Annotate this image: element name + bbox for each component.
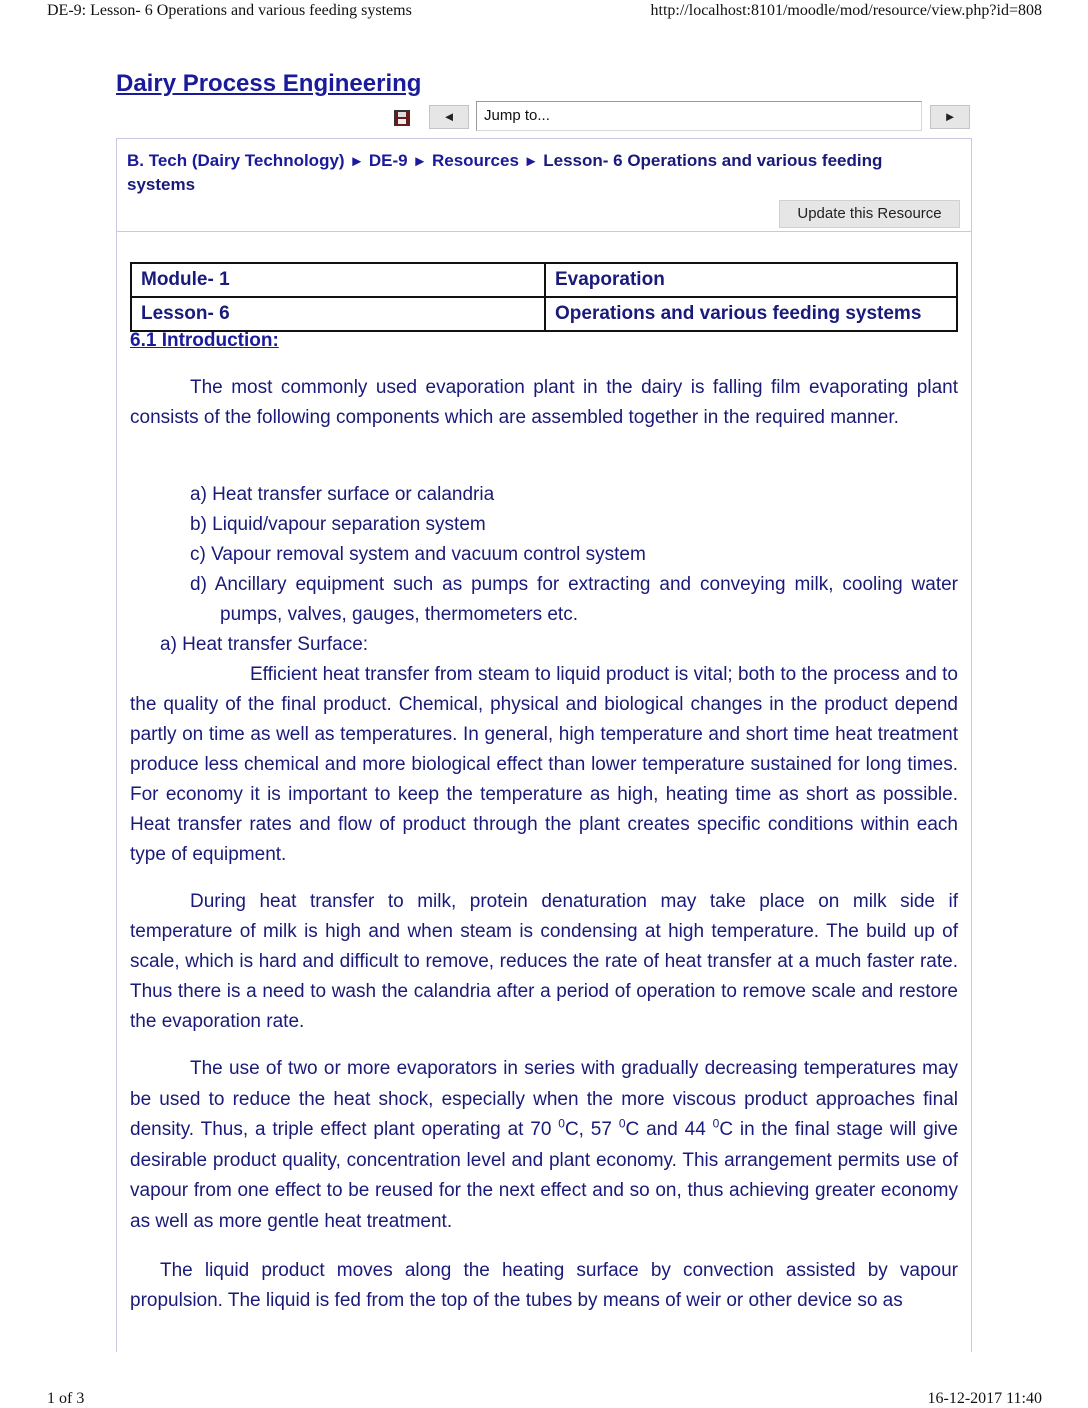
- save-icon[interactable]: [394, 110, 410, 126]
- text-run: C and 44: [625, 1119, 713, 1140]
- text-run: C, 57: [564, 1119, 619, 1140]
- print-header-url: http://localhost:8101/moodle/mod/resource/view.php?id=808: [650, 2, 1042, 19]
- list-item: b) Liquid/vapour separation system: [190, 514, 486, 535]
- table-cell: Operations and various feeding systems: [545, 297, 957, 331]
- breadcrumb-item-course[interactable]: B. Tech (Dairy Technology): [127, 151, 345, 170]
- table-cell: Lesson- 6: [131, 297, 545, 331]
- intro-paragraph: The most commonly used evaporation plant in the dairy is falling film evaporating plant consists of the following components which are assembled together in the required manner.: [130, 377, 958, 428]
- list-item: d) Ancillary equipment such as pumps for extracting and conveying milk, cooling water pumps, valves, gauges, thermometers etc.: [190, 574, 958, 625]
- text-run: C in the final stage will give desirable product quality, concentration level and plant economy. This arrangement permits use of vapour from one effect to be reused for the next effect and so on, thus achieving greater economy as well as more gentle heat treatment.: [130, 1119, 958, 1232]
- jump-to-select[interactable]: Jump to...: [476, 101, 922, 131]
- list-item: a) Heat transfer surface or calandria: [190, 484, 495, 505]
- print-footer-page: 1 of 3: [47, 1390, 85, 1407]
- resource-navigation: [394, 101, 972, 131]
- print-header-title: DE-9: Lesson- 6 Operations and various feeding systems: [47, 2, 412, 19]
- previous-button[interactable]: ◄: [429, 105, 469, 129]
- breadcrumb-bar: [116, 138, 972, 232]
- list-item: c) Vapour removal system and vacuum control system: [190, 544, 646, 565]
- breadcrumb-separator: ►: [523, 153, 539, 170]
- text-run: The use of two or more evaporators in series with gradually decreasing temperatures may be used to reduce the heat shock, especially when the more viscous product approaches final density. Thus, a triple effect plant operating at 70: [130, 1058, 958, 1140]
- components-list: [190, 480, 958, 630]
- paragraph: Efficient heat transfer from steam to liquid product is vital; both to the process and to the quality of the final product. Chemical, physical and biological changes in the product depend partly on time as well as temperatures. In general, high temperature and short time heat treatment produce less chemical and more biological effect than lower temperature sustained for long times. For economy it is important to keep the temperature as high, heating time as short as possible. Heat transfer rates and flow of product through the plant creates specific conditions within each type of equipment.: [130, 664, 958, 865]
- sub-heading: a) Heat transfer Surface:: [160, 634, 369, 655]
- table-cell: Evaporation: [545, 263, 957, 297]
- breadcrumb-item-de9[interactable]: DE-9: [368, 151, 408, 170]
- degree-superscript: 0: [558, 1116, 565, 1131]
- course-title-link[interactable]: Dairy Process Engineering: [116, 70, 422, 97]
- table-row: [131, 297, 957, 331]
- update-resource-button[interactable]: Update this Resource: [779, 200, 960, 228]
- paragraph: During heat transfer to milk, protein denaturation may take place on milk side if temperature of milk is high and when steam is condensing at high temperature. The build up of scale, which is hard and difficult to remove, reduces the rate of heat transfer at a much faster rate. Thus there is a need to wash the calandria after a period of operation to remove scale and restore the evaporation rate.: [130, 891, 958, 1032]
- breadcrumb-separator: ►: [412, 153, 428, 170]
- degree-superscript: 0: [618, 1116, 626, 1131]
- breadcrumb-item-resources[interactable]: Resources: [431, 151, 519, 170]
- breadcrumb-current: Lesson- 6 Operations and various feeding systems: [127, 151, 883, 194]
- table-row: [131, 263, 957, 297]
- table-cell: Module- 1: [131, 263, 545, 297]
- breadcrumb-separator: ►: [349, 153, 365, 170]
- paragraph: The liquid product moves along the heating surface by convection assisted by vapour propulsion. The liquid is fed from the top of the tubes by means of weir or other device so as: [130, 1260, 958, 1311]
- section-heading: 6.1 Introduction:: [130, 330, 279, 351]
- paragraph: [130, 1054, 958, 1237]
- breadcrumb: [127, 149, 947, 196]
- lesson-meta-table: [130, 262, 958, 332]
- degree-superscript: 0: [712, 1116, 720, 1131]
- print-footer-datetime: 16-12-2017 11:40: [927, 1390, 1042, 1407]
- next-button[interactable]: ►: [930, 105, 970, 129]
